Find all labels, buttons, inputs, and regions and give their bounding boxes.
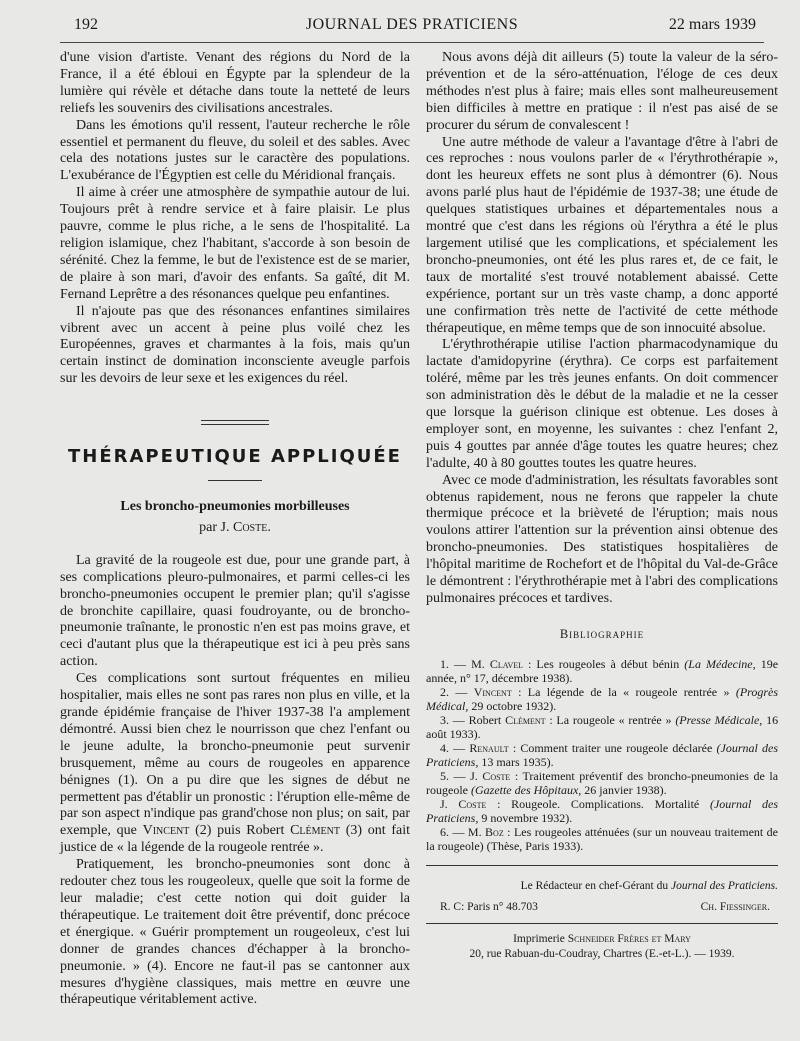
bibliography-entry xyxy=(426,825,778,853)
entry-source: (Journal des Praticiens, xyxy=(426,740,779,769)
entry-text: : Les rougeoles à début bénin xyxy=(528,656,680,671)
editor-credit-journal: Journal des Praticiens. xyxy=(671,879,778,892)
title-rule xyxy=(208,480,262,481)
entry-number: 2. — xyxy=(440,684,468,699)
right-column xyxy=(426,50,778,962)
author-name: Clément xyxy=(290,823,340,839)
printer-prefix: Imprimerie xyxy=(513,932,565,945)
issue-date: 22 mars 1939 xyxy=(668,16,756,33)
registration-line xyxy=(426,899,778,915)
entry-source: (Journal des Praticiens, xyxy=(426,796,779,825)
editor-credit-text: Le Rédacteur en chef-Gérant du xyxy=(520,879,669,892)
text-run: Ces complications sont surtout fréquentes en milieu hospitalier, mais elles ne sont pas rares non plus en ville, et la grande épidémie française de l'hiver 1937-38 l'a amplement démontré. Aussi bien chez le nourrisson que chez l'enfant ou le jeune adulte, la broncho-pneumonie peut survenir brusquement, même au cours de rougeoles en apparence bénignes (1). On a pu dire que les signes de début ne permettent pas d'établir un pronostic : l'éruption elle-même de par son aspect n'indique pas grand'chose non plus; on sait, par exemple, que xyxy=(60,671,410,839)
entry-rest: 9 novembre 1932). xyxy=(481,810,573,825)
entry-text: : Rougeole. Complications. Mortalité xyxy=(497,796,700,811)
entry-text: : La rougeole « rentrée » xyxy=(549,712,672,727)
entry-author: Boz xyxy=(485,824,504,839)
entry-text: : Traitement préventif des broncho-pneumonies de la rougeole xyxy=(426,768,779,797)
journal-title: JOURNAL DES PRATICIENS xyxy=(305,16,519,33)
entry-prefix: J. xyxy=(470,768,478,783)
bibliography-entry xyxy=(426,741,778,769)
paragraph: Pratiquement, les broncho-pneumonies sont donc à redouter chez tous les rougeoleux, quelle que soit la forme de leur maladie; c'est cette notion qui doit guider la thérapeutique. Le traitement doit être préventif, donc précoce et énergique. « Guérir promptement un rougeoleux, c'est lui donner de grandes chances d'échapper à la broncho-pneumonie. » (4). Encore ne faut-il pas se cantonner aux mesures d'hygiène classiques, mais mettre en œuvre une thérapeutique véritablement active. xyxy=(60,857,410,1008)
footer-rule xyxy=(426,923,778,924)
editor-name: Ch. Fiessinger. xyxy=(700,900,770,913)
section-divider xyxy=(201,420,269,425)
entry-rest: 13 mars 1935). xyxy=(481,754,554,769)
entry-prefix: J. xyxy=(440,796,448,811)
entry-rest: 26 janvier 1938). xyxy=(584,782,667,797)
entry-prefix: Robert xyxy=(468,712,502,727)
bibliography-entry xyxy=(426,713,778,741)
editor-credit xyxy=(426,878,778,895)
printer-address: 20, rue Rabuan-du-Coudray, Chartres (E.-et-L.). — 1939. xyxy=(469,947,735,960)
entry-rest: 29 octobre 1932). xyxy=(471,698,557,713)
section-title: THÉRAPEUTIQUE APPLIQUÉE xyxy=(68,446,402,468)
entry-author: Clavel xyxy=(489,656,523,671)
paragraph: La gravité de la rougeole est due, pour une grande part, à ses complications pleuro-pulmonaires, et parmi celles-ci les broncho-pneumonies occupent le premier plan; qu'il s'agisse de bronchite capillaire, quasi foudroyante, ou de broncho-pneumonie traînante, le pronostic n'en est pas moins grave, et ceci d'autant plus que la thérapeutique est ici à peu près sans action. xyxy=(60,552,410,670)
entry-number: 3. — xyxy=(440,712,465,727)
paragraph: d'une vision d'artiste. Venant des régions du Nord de la France, il a été ébloui en Égypte par la splendeur de la lumière qui révèle et détache dans toute la netteté de leurs reliefs les souvenirs des civilisations ancestrales. xyxy=(60,50,410,116)
author-name: Vincent xyxy=(142,823,190,839)
entry-author: Vincent xyxy=(473,684,512,699)
bibliography-entry xyxy=(426,769,778,797)
entry-author: Coste xyxy=(458,796,487,811)
entry-source: (Gazette des Hôpitaux, xyxy=(470,782,582,797)
entry-number: 1. — xyxy=(440,656,467,671)
text-run: (2) puis Robert xyxy=(195,823,285,839)
entry-source: (Presse Médicale, xyxy=(675,712,763,727)
paragraph: Il n'ajoute pas que des résonances enfantines similaires vibrent avec un accent à peine plus voilé chez les Européennes, graves et charmantes à la fois, mais qu'un certain instinct de domination inconsciente aveugle parfois sur les devoirs de leur sexe et les exigences du réel. xyxy=(60,303,410,387)
paragraph: Nous avons déjà dit ailleurs (5) toute la valeur de la séro-prévention et de la séro-atténuation, l'éloge de ces deux méthodes n'est plus à faire; mais elles sont malheureusement bien difficiles à mettre en pratique : il n'est pas aisé de se procurer du sérum de convalescent ! xyxy=(426,50,778,133)
entry-author: Clément xyxy=(505,712,546,727)
page-header xyxy=(60,14,764,43)
article-byline xyxy=(60,520,410,537)
entry-number: 4. — xyxy=(440,740,466,755)
bibliography-entry xyxy=(426,657,778,685)
entry-text: : Les rougeoles atténuées (sur un nouveau traitement de la rougeole) (Thèse, Paris 1933). xyxy=(426,824,779,853)
bibliography-heading: Bibliographie xyxy=(559,626,645,641)
paragraph: L'érythrothérapie utilise l'action pharmacodynamique du lactate d'amidopyrine (érythra). Ce corps est parfaitement toléré, même par les très jeunes enfants. On doit commencer son administration dès le début de la maladie et ne la cesser que lorsque la guérison clinique est obtenue. Les doses à employer sont, en moyenne, les suivantes : chez l'enfant 2, puis 4 gouttes par année d'âge toutes les quatre heures; chez l'adulte, 40 à 80 gouttes toutes les quatre heures. xyxy=(426,337,778,471)
byline-prefix: par J. xyxy=(199,519,230,535)
article-title: Les broncho-pneumonies morbilleuses xyxy=(120,499,350,515)
entry-source: (Progrès Médical, xyxy=(426,684,779,713)
bibliography-entry xyxy=(426,797,778,825)
paragraph: Il aime à créer une atmosphère de sympathie autour de lui. Toujours prêt à rendre service et à faire plaisir. Le plus pauvre, comme le plus riche, a le sens de l'hospitalité. La religion islamique, chez l'habitant, s'accorde à son besoin de sérénité. Chez la femme, le but de l'existence est de se marier, de plaire à son mari, d'avoir des enfants. Sa gaîté, dit M. Fernand Leprêtre a des résonances quelque peu enfantines. xyxy=(60,185,410,302)
entry-rest: 16 août 1933). xyxy=(426,712,779,741)
entry-author: Renault xyxy=(469,740,509,755)
text-run: (3) ont fait justice de « la légende de la rougeole rentrée ». xyxy=(60,823,411,856)
byline-author: Coste. xyxy=(232,519,271,535)
registration-number: R. C: Paris n° 48.703 xyxy=(440,900,538,913)
entry-source: (La Médecine, xyxy=(684,656,756,671)
entry-text: : Comment traiter une rougeole déclarée xyxy=(512,740,713,755)
entry-prefix: M. xyxy=(467,824,482,839)
entry-author: Coste xyxy=(482,768,511,783)
printer-line xyxy=(426,932,778,947)
footer-rule xyxy=(426,865,778,866)
bibliography-entry xyxy=(426,685,778,713)
paragraph: Avec ce mode d'administration, les résultats favorables sont obtenus rapidement, nous ne ferons que rappeler la chute thermique précoce et la brièveté de l'éruption; mais nous voulons attirer l'attention sur la prévention ainsi obtenue des broncho-pneumonies. Des statistiques hospitalières de l'hôpital maritime de Rochefort et de l'hôpital du Val-de-Grâce le démontrent : l'érythrothérapie met à l'abri des complications pulmonaires précoces et tardives. xyxy=(426,472,778,606)
entry-rest: 19e année, n° 17, décembre 1938). xyxy=(426,656,779,685)
entry-text: : La légende de la « rougeole rentrée » xyxy=(518,684,730,699)
printer-credit xyxy=(426,932,778,962)
entry-prefix: M. xyxy=(471,656,485,671)
entry-number: 6. — xyxy=(440,824,465,839)
entry-number: 5. — xyxy=(440,768,466,783)
left-column xyxy=(60,50,410,1009)
paragraph xyxy=(60,671,410,857)
printer-name: Schneider Frères et Mary xyxy=(567,932,691,945)
paragraph: Une autre méthode de valeur a l'avantage d'être à l'abri de ces reproches : nous voulons parler de « l'érythrothérapie », dont les heureux effets ne sont plus à démontrer (6). Nous avons parlé plus haut de l'épidémie de 1937-38; une étude de quelques statistiques urbaines et départementales nous a montré que c'est dans les régions où l'érythra a été le plus largement utilisé que les complications, et spécialement les broncho-pneumonies, ont été les plus rares et, de ce fait, le taux de mortalité s'est trouvé notablement abaissé. Cette expérience, portant sur un très vaste champ, a donc apporté une confirmation très nette de l'activité de cette méthode thérapeutique, en même temps que de son innocuité absolue. xyxy=(426,134,778,336)
paragraph: Dans les émotions qu'il ressent, l'auteur recherche le rôle essentiel et permanent du fleuve, du soleil et des sables. Avec cela des notations justes sur le caractère des populations. L'exubérance de l'Égyptien est celle du Méridional français. xyxy=(60,117,410,184)
page-number: 192 xyxy=(74,16,98,33)
